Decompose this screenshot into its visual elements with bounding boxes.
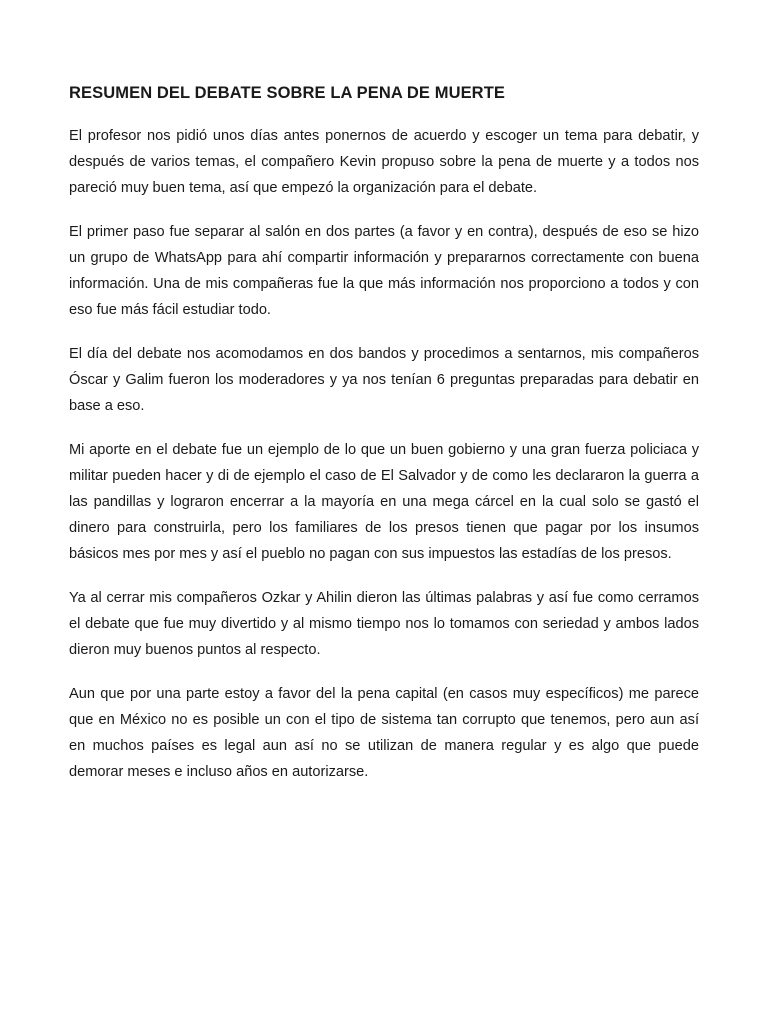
paragraph-4: Mi aporte en el debate fue un ejemplo de lo que un buen gobierno y una gran fuerza policiaca y militar pueden hacer y di de ejemplo el caso de El Salvador y de como les declararon la guerra a las pandillas y lograron encerrar a la mayoría en una mega cárcel en la cual solo se gastó el dinero para construirla, pero los familiares de los presos tienen que pagar por los insumos básicos mes por mes y así el pueblo no pagan con sus impuestos las estadías de los presos. [69,442,699,562]
paragraph-5: Ya al cerrar mis compañeros Ozkar y Ahilin dieron las últimas palabras y así fue como cerramos el debate que fue muy divertido y al mismo tiempo nos lo tomamos con seriedad y ambos lados dieron muy buenos puntos al respecto. [69,590,699,658]
paragraph-6: Aun que por una parte estoy a favor del la pena capital (en casos muy específicos) me parece que en México no es posible un con el tipo de sistema tan corrupto que tenemos, pero aun así en muchos países es legal aun así no se utilizan de manera regular y es algo que puede demorar meses e incluso años en autorizarse. [69,686,699,780]
paragraph-1: El profesor nos pidió unos días antes ponernos de acuerdo y escoger un tema para debatir, y después de varios temas, el compañero Kevin propuso sobre la pena de muerte y a todos nos pareció muy buen tema, así que empezó la organización para el debate. [69,128,699,196]
paragraph-2: El primer paso fue separar al salón en dos partes (a favor y en contra), después de eso se hizo un grupo de WhatsApp para ahí compartir información y prepararnos correctamente con buena información. Una de mis compañeras fue la que más información nos proporciono a todos y con eso fue más fácil estudiar todo. [69,224,699,318]
paragraph-3: El día del debate nos acomodamos en dos bandos y procedimos a sentarnos, mis compañeros Óscar y Galim fueron los moderadores y ya nos tenían 6 preguntas preparadas para debatir en base a eso. [69,346,699,414]
document-title: RESUMEN DEL DEBATE SOBRE LA PENA DE MUERTE [69,84,505,102]
document-page [69,84,699,803]
